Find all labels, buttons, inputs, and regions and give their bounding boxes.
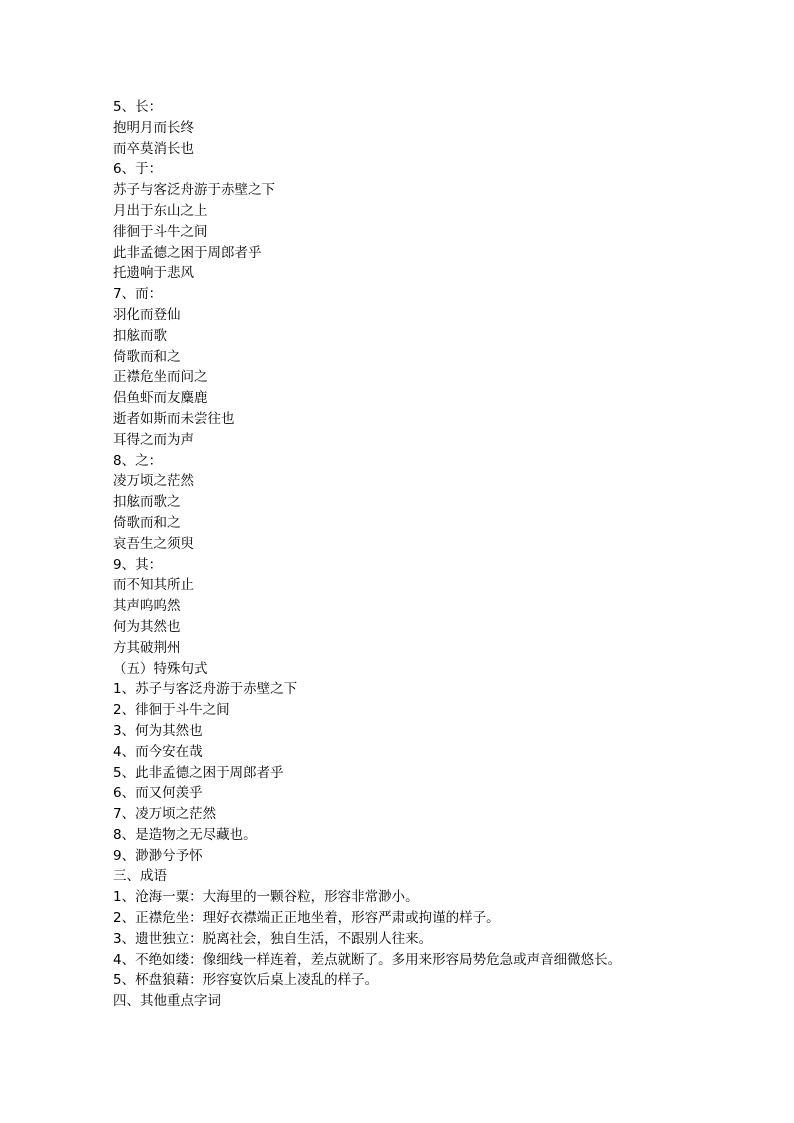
list-item: 2、徘徊于斗牛之间 [113,702,230,719]
idiom-item: 5、杯盘狼藉：形容宴饮后桌上凌乱的样子。 [113,972,379,989]
text-line: 而不知其所止 [113,577,194,594]
text-line: 侣鱼虾而友麋鹿 [113,390,208,407]
text-line: 托遗响于悲风 [113,265,194,282]
section-heading-special-sentences: （五）特殊句式 [113,660,208,677]
text-line: 凌万顷之茫然 [113,473,194,490]
text-line: 何为其然也 [113,618,181,635]
heading-chang: 5、长： [113,99,163,115]
text-line: 抱明月而长终 [113,119,194,136]
text-line: 徘徊于斗牛之间 [113,223,208,240]
text-line: 倚歌而和之 [113,348,181,365]
list-item: 5、此非孟德之困于周郎者乎 [113,764,284,781]
idiom-item: 2、正襟危坐：理好衣襟端正正地坐着，形容严肃或拘谨的样子。 [113,910,500,927]
list-item: 8、是造物之无尽藏也。 [113,826,257,843]
text-line: 月出于东山之上 [113,202,208,219]
text-line: 扣舷而歌之 [113,494,181,511]
text-line: 而卒莫消长也 [113,140,194,157]
idiom-item: 1、沧海一粟：大海里的一颗谷粒，形容非常渺小。 [113,889,419,906]
text-line: 扣舷而歌 [113,327,167,344]
list-item: 3、何为其然也 [113,722,203,739]
heading-zhi: 8、之： [113,452,163,469]
text-line: 此非孟德之困于周郎者乎 [113,244,262,261]
text-line: 苏子与客泛舟游于赤壁之下 [113,182,275,199]
heading-er: 7、而： [113,286,163,303]
text-line: 耳得之而为声 [113,431,194,448]
heading-qi: 9、其： [113,556,163,573]
idiom-item: 3、遗世独立：脱离社会，独自生活，不跟别人往来。 [113,930,433,947]
section-heading-idioms: 三、成语 [113,868,167,885]
text-line: 哀吾生之须臾 [113,535,194,552]
list-item: 4、而今安在哉 [113,743,203,760]
list-item: 7、凌万顷之茫然 [113,806,217,823]
text-line: 羽化而登仙 [113,306,181,323]
list-item: 1、苏子与客泛舟游于赤壁之下 [113,681,298,698]
idiom-item: 4、不绝如缕：像细线一样连着，差点就断了。多用来形容局势危急或声音细微悠长。 [113,951,622,968]
document-page [113,97,733,1012]
text-line: 正襟危坐而问之 [113,369,208,386]
list-item: 6、而又何羡乎 [113,785,203,802]
heading-yu: 6、于： [113,161,163,178]
list-item: 9、渺渺兮予怀 [113,847,203,864]
text-line: 方其破荆州 [113,639,181,656]
text-line: 逝者如斯而未尝往也 [113,410,235,427]
section-heading-other-key-words: 四、其他重点字词 [113,993,221,1010]
text-line: 倚歌而和之 [113,514,181,531]
text-line: 其声呜呜然 [113,598,181,615]
